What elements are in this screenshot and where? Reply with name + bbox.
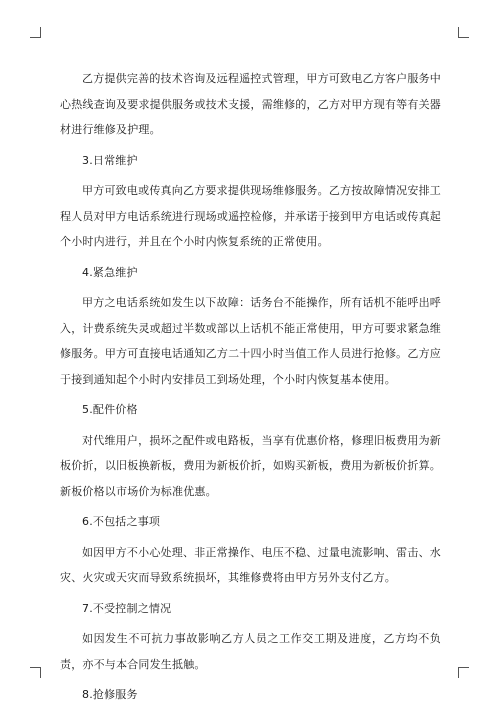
paragraph-daily-maintenance: 甲方可致电或传真向乙方要求提供现场维修服务。乙方按故障情况安排工程人员对甲方电话系统进行现场或遥控检修，并承诺于接到甲方电话或传真起个小时内进行，并且在个小时内恢复系统的正常使用。 [60,184,441,248]
document-body [60,66,441,713]
paragraph-parts-price: 对代维用户，损坏之配件或电路板，当享有优惠价格，修理旧板费用为新板价折，以旧板换新板，费用为新板价折，如购买新板，费用为新板价折算。新板价格以市场价为标准优惠。 [60,433,441,498]
crop-mark-bottom-right [458,667,469,678]
heading-parts-price: 5.配件价格 [82,403,138,416]
paragraph-exclusions: 如因甲方不小心处理、非正常操作、电压不稳、过量电流影响、雷击、水灾、火灾或天灾而导致系统损坏，其维修费将由甲方另外支付乙方。 [60,545,441,584]
heading-exclusions: 6.不包括之事项 [82,515,161,528]
heading-repair-service: 8.抢修服务 [82,688,138,701]
paragraph-emergency-maintenance: 甲方之电话系统如发生以下故障：话务台不能操作，所有话机不能呼出呼入，计费系统失灵或超过半数或部以上话机不能正常使用，甲方可要求紧急维修服务。甲方可直接电话通知乙方二十四小时当值工作人员进行抢修。乙方应于接到通知起个小时内安排员工到场处理，个小时内恢复基本使用。 [60,296,441,386]
paragraph-force-majeure: 如因发生不可抗力事故影响乙方人员之工作交工期及进度，乙方均不负责，亦不与本合同发生抵触。 [60,632,441,671]
heading-emergency-maintenance: 4.紧急维护 [82,265,138,279]
crop-mark-top-right [458,27,469,38]
crop-mark-top-left [30,27,41,38]
heading-force-majeure: 7.不受控制之情况 [82,601,172,615]
heading-daily-maintenance: 3.日常维护 [82,153,138,167]
crop-mark-bottom-left [30,667,41,678]
paragraph-tech-support: 乙方提供完善的技术咨询及远程遥控式管理，甲方可致电乙方客户服务中心热线查询及要求提供服务或技术支援，需维修的，乙方对甲方现有等有关器材进行维修及护理。 [60,72,441,136]
